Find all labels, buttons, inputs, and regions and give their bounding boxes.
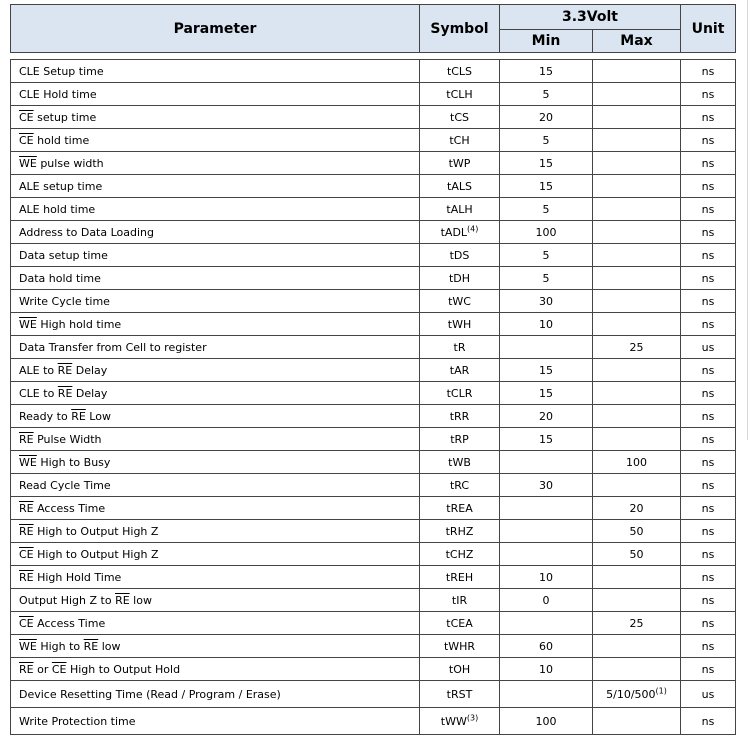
max-text: 50 xyxy=(629,524,644,538)
param-text: Data hold time xyxy=(19,271,101,285)
cell-parameter xyxy=(11,612,420,635)
cell-symbol xyxy=(420,267,500,290)
param-text: Ready to xyxy=(19,409,72,423)
signal-active-low: $\overline{CE}$ xyxy=(19,616,34,630)
param-text: Address to Data Loading xyxy=(19,225,155,239)
cell-parameter xyxy=(11,451,420,474)
footnote-ref: (3) xyxy=(466,712,479,722)
cell-parameter xyxy=(11,106,420,129)
signal-active-low: $\overline{CE}$ xyxy=(19,110,34,124)
symbol-text: tRST xyxy=(446,687,473,701)
scrollbar-track[interactable] xyxy=(747,0,752,440)
cell-parameter xyxy=(11,244,420,267)
cell-parameter xyxy=(11,152,420,175)
table-row xyxy=(11,244,736,267)
cell-max xyxy=(593,106,681,129)
max-text: 100 xyxy=(626,455,647,469)
cell-unit: ns xyxy=(681,405,736,428)
symbol-text: tRP xyxy=(450,432,469,446)
table-row xyxy=(11,635,736,658)
cell-unit: ns xyxy=(681,566,736,589)
table-row xyxy=(11,382,736,405)
symbol-text: tCLH xyxy=(446,87,473,101)
param-text: or xyxy=(33,662,52,676)
cell-symbol xyxy=(420,405,500,428)
header-unit: Unit xyxy=(681,5,736,53)
param-text: CLE Setup time xyxy=(19,64,104,78)
cell-parameter xyxy=(11,566,420,589)
table-row xyxy=(11,658,736,681)
header-parameter: Parameter xyxy=(11,5,420,53)
param-text: Data Transfer from Cell to register xyxy=(19,340,207,354)
cell-symbol xyxy=(420,497,500,520)
cell-max xyxy=(593,474,681,497)
cell-min: 30 xyxy=(500,474,593,497)
cell-unit: ns xyxy=(681,658,736,681)
cell-symbol xyxy=(420,198,500,221)
cell-min: 5 xyxy=(500,198,593,221)
symbol-text: tALH xyxy=(446,202,473,216)
param-text: Device Resetting Time (Read / Program / Erase) xyxy=(19,687,281,701)
cell-symbol xyxy=(420,175,500,198)
cell-min xyxy=(500,451,593,474)
cell-parameter xyxy=(11,428,420,451)
cell-min: 20 xyxy=(500,106,593,129)
table-row xyxy=(11,497,736,520)
cell-max xyxy=(593,658,681,681)
cell-min xyxy=(500,612,593,635)
cell-symbol xyxy=(420,520,500,543)
cell-max xyxy=(593,708,681,735)
cell-min: 15 xyxy=(500,428,593,451)
table-row xyxy=(11,336,736,359)
cell-parameter xyxy=(11,129,420,152)
cell-min: 10 xyxy=(500,566,593,589)
cell-unit: ns xyxy=(681,129,736,152)
cell-unit: ns xyxy=(681,635,736,658)
param-text: low xyxy=(129,593,152,607)
cell-symbol xyxy=(420,566,500,589)
symbol-text: tRR xyxy=(449,409,470,423)
signal-active-low: $\overline{RE}$ xyxy=(19,501,34,515)
table-row xyxy=(11,612,736,635)
table-row xyxy=(11,566,736,589)
cell-unit: ns xyxy=(681,451,736,474)
symbol-text: tCLS xyxy=(446,64,473,78)
cell-max xyxy=(593,497,681,520)
cell-parameter xyxy=(11,175,420,198)
cell-max xyxy=(593,198,681,221)
cell-symbol xyxy=(420,336,500,359)
cell-max xyxy=(593,428,681,451)
cell-max xyxy=(593,681,681,708)
param-text: High to xyxy=(36,639,84,653)
cell-unit: us xyxy=(681,681,736,708)
cell-max xyxy=(593,359,681,382)
cell-parameter xyxy=(11,290,420,313)
symbol-text: tCS xyxy=(450,110,469,124)
cell-unit: ns xyxy=(681,290,736,313)
header-min: Min xyxy=(500,30,593,53)
cell-max xyxy=(593,60,681,83)
table-row xyxy=(11,106,736,129)
symbol-text: tCEA xyxy=(446,616,473,630)
signal-active-low: $\overline{CE}$ xyxy=(19,547,34,561)
max-text: 25 xyxy=(629,616,644,630)
max-text: 5/10/500 xyxy=(606,687,656,701)
cell-min: 5 xyxy=(500,244,593,267)
param-text: Low xyxy=(85,409,111,423)
cell-symbol xyxy=(420,244,500,267)
table-row xyxy=(11,60,736,83)
cell-parameter xyxy=(11,336,420,359)
param-text: Pulse Width xyxy=(33,432,102,446)
table-row xyxy=(11,474,736,497)
footnote-ref: (1) xyxy=(655,685,667,695)
cell-unit: ns xyxy=(681,359,736,382)
cell-max xyxy=(593,612,681,635)
table-row xyxy=(11,221,736,244)
symbol-text: tWP xyxy=(448,156,471,170)
symbol-text: tALS xyxy=(447,179,472,193)
param-text: Output High Z to xyxy=(19,593,116,607)
symbol-text: tCHZ xyxy=(445,547,474,561)
cell-min: 15 xyxy=(500,60,593,83)
header-symbol: Symbol xyxy=(420,5,500,53)
cell-min: 15 xyxy=(500,152,593,175)
param-text: hold time xyxy=(33,133,90,147)
symbol-text: tDS xyxy=(449,248,470,262)
cell-min: 100 xyxy=(500,221,593,244)
cell-min: 60 xyxy=(500,635,593,658)
cell-min: 100 xyxy=(500,708,593,735)
cell-unit: ns xyxy=(681,520,736,543)
table-row xyxy=(11,589,736,612)
param-text: High to Busy xyxy=(36,455,111,469)
max-text: 50 xyxy=(629,547,644,561)
cell-parameter xyxy=(11,635,420,658)
signal-active-low: $\overline{CE}$ xyxy=(51,662,67,676)
param-text: High to Output High Z xyxy=(33,547,159,561)
cell-unit: ns xyxy=(681,152,736,175)
table-row xyxy=(11,313,736,336)
symbol-text: tADL xyxy=(440,225,468,239)
cell-symbol xyxy=(420,83,500,106)
symbol-text: tWB xyxy=(448,455,471,469)
cell-unit: ns xyxy=(681,543,736,566)
cell-symbol xyxy=(420,382,500,405)
cell-max xyxy=(593,152,681,175)
param-text: High to Output High Z xyxy=(33,524,159,538)
param-text: Delay xyxy=(72,363,108,377)
param-text: Access Time xyxy=(33,501,106,515)
cell-symbol xyxy=(420,708,500,735)
cell-parameter xyxy=(11,543,420,566)
cell-unit: ns xyxy=(681,175,736,198)
cell-symbol xyxy=(420,474,500,497)
param-text: High to Output Hold xyxy=(66,662,181,676)
param-text: CLE to xyxy=(19,386,58,400)
cell-min: 10 xyxy=(500,313,593,336)
param-text: setup time xyxy=(33,110,97,124)
cell-parameter xyxy=(11,520,420,543)
cell-parameter xyxy=(11,382,420,405)
cell-symbol xyxy=(420,290,500,313)
param-text: Access Time xyxy=(33,616,106,630)
symbol-text: tDH xyxy=(448,271,471,285)
cell-symbol xyxy=(420,313,500,336)
signal-active-low: $\overline{RE}$ xyxy=(83,639,99,653)
signal-active-low: $\overline{WE}$ xyxy=(19,639,37,653)
cell-parameter xyxy=(11,359,420,382)
signal-active-low: $\overline{RE}$ xyxy=(19,432,34,446)
cell-unit: ns xyxy=(681,83,736,106)
param-text: High hold time xyxy=(36,317,122,331)
signal-active-low: $\overline{RE}$ xyxy=(19,662,34,676)
table-body xyxy=(11,60,736,735)
cell-parameter xyxy=(11,267,420,290)
table-row xyxy=(11,175,736,198)
cell-max xyxy=(593,267,681,290)
cell-max xyxy=(593,244,681,267)
cell-min: 0 xyxy=(500,589,593,612)
cell-parameter xyxy=(11,221,420,244)
cell-unit: ns xyxy=(681,221,736,244)
cell-symbol xyxy=(420,152,500,175)
cell-unit: ns xyxy=(681,708,736,735)
table-row xyxy=(11,451,736,474)
timing-table xyxy=(10,4,736,735)
signal-active-low: $\overline{WE}$ xyxy=(19,317,37,331)
table-row xyxy=(11,83,736,106)
symbol-text: tWW xyxy=(440,714,467,728)
cell-min xyxy=(500,336,593,359)
symbol-text: tCH xyxy=(449,133,470,147)
cell-unit: ns xyxy=(681,612,736,635)
signal-active-low: $\overline{RE}$ xyxy=(57,386,73,400)
param-text: CLE Hold time xyxy=(19,87,97,101)
cell-symbol xyxy=(420,612,500,635)
cell-parameter xyxy=(11,658,420,681)
cell-symbol xyxy=(420,221,500,244)
symbol-text: tOH xyxy=(448,662,471,676)
symbol-text: tAR xyxy=(449,363,470,377)
cell-symbol xyxy=(420,658,500,681)
cell-min xyxy=(500,520,593,543)
param-text: ALE setup time xyxy=(19,179,103,193)
cell-parameter xyxy=(11,60,420,83)
header-max: Max xyxy=(593,30,681,53)
table-row xyxy=(11,359,736,382)
cell-parameter xyxy=(11,474,420,497)
cell-max xyxy=(593,221,681,244)
symbol-text: tWC xyxy=(448,294,471,308)
param-text: pulse width xyxy=(36,156,104,170)
param-text: Write Protection time xyxy=(19,714,136,728)
cell-symbol xyxy=(420,129,500,152)
cell-max xyxy=(593,635,681,658)
cell-max xyxy=(593,589,681,612)
cell-symbol xyxy=(420,635,500,658)
param-text: ALE to xyxy=(19,363,58,377)
cell-max xyxy=(593,543,681,566)
cell-max xyxy=(593,451,681,474)
symbol-text: tREA xyxy=(446,501,473,515)
signal-active-low: $\overline{RE}$ xyxy=(115,593,130,607)
cell-unit: ns xyxy=(681,428,736,451)
cell-unit: ns xyxy=(681,198,736,221)
cell-unit: ns xyxy=(681,474,736,497)
signal-active-low: $\overline{RE}$ xyxy=(19,524,34,538)
cell-symbol xyxy=(420,451,500,474)
cell-min xyxy=(500,681,593,708)
cell-max xyxy=(593,83,681,106)
cell-parameter xyxy=(11,313,420,336)
max-text: 20 xyxy=(629,501,644,515)
signal-active-low: $\overline{WE}$ xyxy=(19,455,37,469)
param-text: Read Cycle Time xyxy=(19,478,111,492)
cell-unit: ns xyxy=(681,589,736,612)
cell-min: 20 xyxy=(500,405,593,428)
cell-min: 30 xyxy=(500,290,593,313)
cell-max xyxy=(593,175,681,198)
cell-symbol xyxy=(420,589,500,612)
param-text: Data setup time xyxy=(19,248,108,262)
param-text: Delay xyxy=(72,386,108,400)
signal-active-low: $\overline{RE}$ xyxy=(71,409,86,423)
cell-min: 10 xyxy=(500,658,593,681)
cell-max xyxy=(593,405,681,428)
cell-min: 5 xyxy=(500,129,593,152)
cell-symbol xyxy=(420,359,500,382)
table-row xyxy=(11,708,736,735)
cell-unit: ns xyxy=(681,497,736,520)
table-row xyxy=(11,405,736,428)
symbol-text: tWH xyxy=(447,317,472,331)
cell-unit: us xyxy=(681,336,736,359)
signal-active-low: $\overline{CE}$ xyxy=(19,133,34,147)
table-row xyxy=(11,152,736,175)
symbol-text: tR xyxy=(453,340,466,354)
param-text: ALE hold time xyxy=(19,202,96,216)
table-row xyxy=(11,681,736,708)
cell-max xyxy=(593,290,681,313)
cell-symbol xyxy=(420,428,500,451)
param-text: Write Cycle time xyxy=(19,294,110,308)
table-row xyxy=(11,290,736,313)
cell-min: 5 xyxy=(500,267,593,290)
signal-active-low: $\overline{RE}$ xyxy=(19,570,34,584)
cell-min: 5 xyxy=(500,83,593,106)
cell-symbol xyxy=(420,543,500,566)
cell-symbol xyxy=(420,60,500,83)
header-spacer xyxy=(11,53,736,60)
table-row xyxy=(11,129,736,152)
header-voltage-group: 3.3Volt xyxy=(500,5,681,30)
symbol-text: tCLR xyxy=(446,386,473,400)
cell-parameter xyxy=(11,405,420,428)
table-row xyxy=(11,428,736,451)
cell-symbol xyxy=(420,681,500,708)
cell-parameter xyxy=(11,589,420,612)
cell-symbol xyxy=(420,106,500,129)
table-row xyxy=(11,543,736,566)
cell-min: 15 xyxy=(500,175,593,198)
symbol-text: tIR xyxy=(451,593,468,607)
symbol-text: tRHZ xyxy=(445,524,474,538)
cell-unit: ns xyxy=(681,60,736,83)
table-row xyxy=(11,267,736,290)
max-text: 25 xyxy=(629,340,644,354)
cell-parameter xyxy=(11,708,420,735)
cell-max xyxy=(593,129,681,152)
param-text: High Hold Time xyxy=(33,570,122,584)
cell-parameter xyxy=(11,681,420,708)
signal-active-low: $\overline{RE}$ xyxy=(57,363,73,377)
symbol-text: tRC xyxy=(449,478,470,492)
cell-unit: ns xyxy=(681,313,736,336)
cell-max xyxy=(593,382,681,405)
signal-active-low: $\overline{WE}$ xyxy=(19,156,37,170)
symbol-text: tWHR xyxy=(443,639,476,653)
cell-parameter xyxy=(11,83,420,106)
cell-min xyxy=(500,543,593,566)
cell-max xyxy=(593,520,681,543)
cell-max xyxy=(593,566,681,589)
cell-unit: ns xyxy=(681,106,736,129)
cell-min: 15 xyxy=(500,359,593,382)
cell-min xyxy=(500,497,593,520)
cell-max xyxy=(593,313,681,336)
cell-unit: ns xyxy=(681,382,736,405)
footnote-ref: (4) xyxy=(467,223,479,233)
cell-parameter xyxy=(11,497,420,520)
cell-unit: ns xyxy=(681,244,736,267)
cell-max xyxy=(593,336,681,359)
table-row xyxy=(11,520,736,543)
cell-min: 15 xyxy=(500,382,593,405)
symbol-text: tREH xyxy=(445,570,474,584)
cell-parameter xyxy=(11,198,420,221)
table-row xyxy=(11,198,736,221)
param-text: low xyxy=(98,639,121,653)
cell-unit: ns xyxy=(681,267,736,290)
